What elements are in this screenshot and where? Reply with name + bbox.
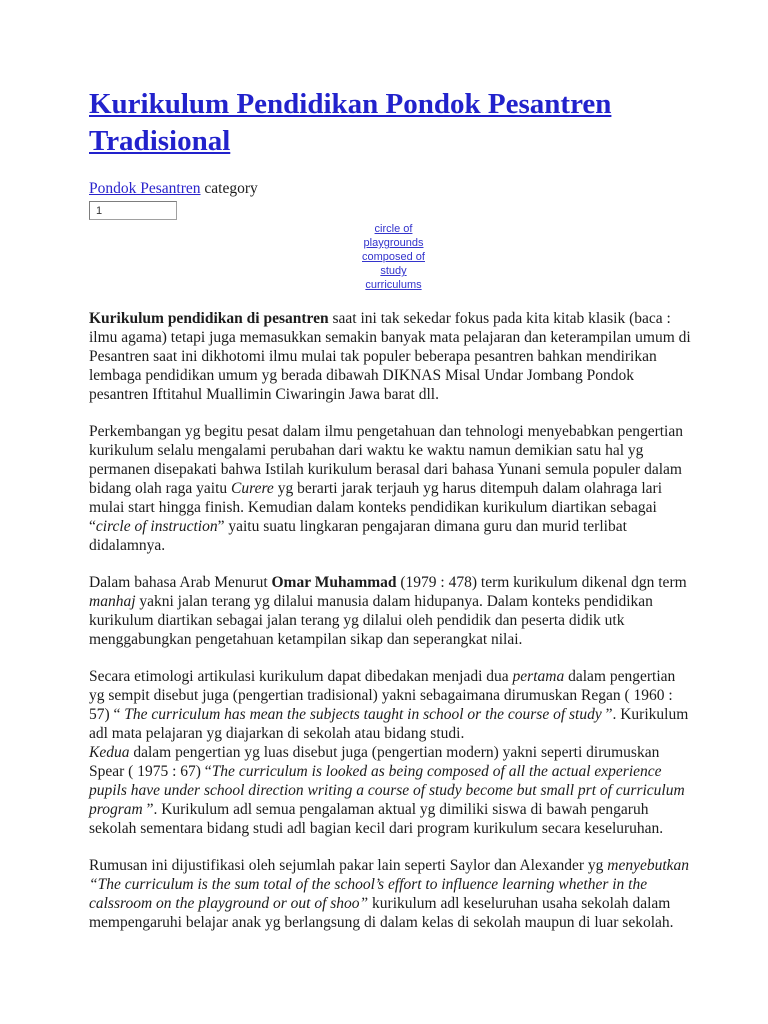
category-link[interactable]: Pondok Pesantren [89,180,201,197]
category-label: category [200,180,258,197]
broken-image-link[interactable]: circle of playgrounds composed of study curriculums [362,223,425,291]
body-paragraph: Rumusan ini dijustifikasi oleh sejumlah pakar lain seperti Saylor dan Alexander yg menyebutkan “The curriculum is the sum total of the school’s effort to influence learning whether in the calssroom on the playground or out of shoo” kurikulum adl keseluruhan usaha sekolah dalam mempengaruhi belajar anak yg berlangsung di dalam kelas di sekolah maupun di luar sekolah. [89,857,690,931]
body-paragraph: Secara etimologi artikulasi kurikulum dapat dibedakan menjadi dua pertama dalam pengertian yg sempit disebut juga (pengertian tradisional) yakni sebagaimana dirumuskan Regan ( 1960 : 57) “ The curriculum has mean the subjects taught in school or the course of study ”. Kurikulum adl mata pelajaran yg diajarkan di sekolah atau bidang studi. Kedua dalam pengertian yg luas disebut juga (pengertian modern) yakni seperti dirumuskan Spear ( 1975 : 67) “The curriculum is looked as being composed of all the actual experience pupils have under school direction writing a course of study become but small prt of curriculum program ”. Kurikulum adl semua pengalaman aktual yg dimiliki siswa di bawah pengaruh sekolah sementara bidang studi adl bagian kecil dari program kurikulum secara keseluruhan. [89,668,689,837]
figure-area [89,222,698,293]
page-number-input[interactable] [89,201,177,220]
body-paragraph: Perkembangan yg begitu pesat dalam ilmu pengetahuan dan tehnologi menyebabkan pengertian kurikulum selalu mengalami perubahan dari waktu ke waktu namun demikian satu hal yg permanen disepakati bahwa Istilah kurikulum berasal dari bahasa Yunani semula populer dalam bidang olah raga yaitu Curere yg berarti jarak terjauh yg harus ditempuh dalam olahraga lari mulai start hingga finish. Kemudian dalam konteks pendidikan kurikulum diartikan sebagai “circle of instruction” yaitu suatu lingkaran pengajaran dimana guru dan murid terlibat didalamnya. [89,423,683,554]
category-line [89,179,698,198]
article-title-link[interactable]: Kurikulum Pendidikan Pondok Pesantren Tradisional [89,88,612,157]
page-title [89,86,698,160]
body-paragraph: Kurikulum pendidikan di pesantren saat ini tak sekedar fokus pada kita kitab klasik (baca : ilmu agama) tetapi juga memasukkan semakin banyak mata pelajaran dan keterampilan umum di Pesantren saat ini dikhotomi ilmu mulai tak populer beberapa pesantren bahkan mendirikan lembaga pendidikan umum yg berada dibawah DIKNAS Misal Undar Jombang Pondok pesantren Iftitahul Muallimin Ciwaringin Jawa barat dll. [89,310,691,403]
body-paragraph: Dalam bahasa Arab Menurut Omar Muhammad (1979 : 478) term kurikulum dikenal dgn term manhaj yakni jalan terang yg dilalui manusia dalam hidupanya. Dalam konteks pendidikan kurikulum diartikan sebagai jalan terang yg dilalui oleh pendidik dan peserta didik utk menggabungkan pengetahuan ketampilan sikap dan seperangkat nilai. [89,574,687,648]
article-body [89,309,698,932]
